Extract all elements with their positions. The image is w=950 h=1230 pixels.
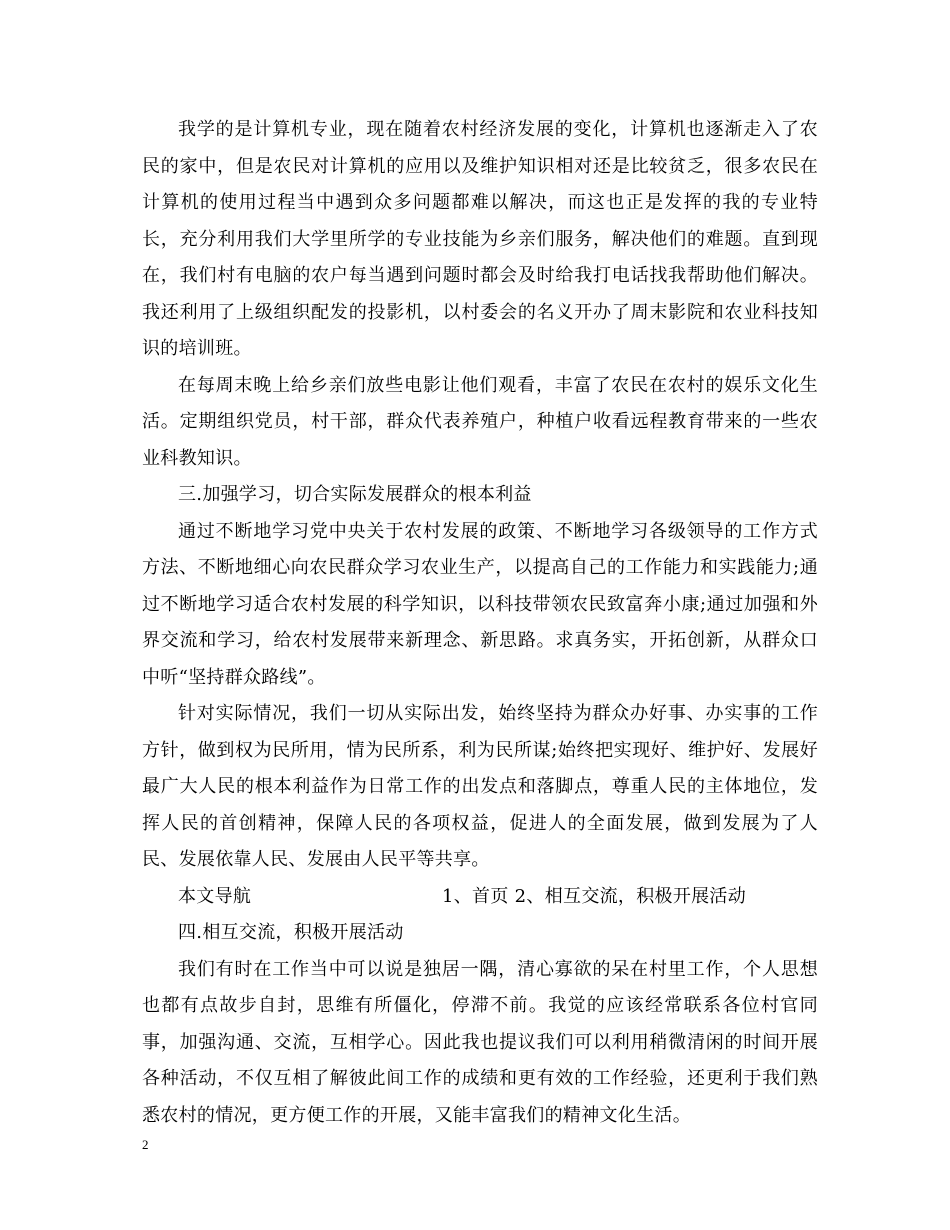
- page-number: 2: [142, 1137, 149, 1152]
- paragraph-activities: 我们有时在工作当中可以说是独居一隅，清心寡欲的呆在村里工作，个人思想也都有点故步自封，思维有所僵化，停滞不前。我觉的应该经常联系各位村官同事，加强沟通、交流，互相学心。因此我也提议我们可以利用稍微清闲的时间开展各种活动，不仅互相了解彼此间工作的成绩和更有效的工作经验，还更利于我们熟悉农村的情况，更方便工作的开展，又能丰富我们的精神文化生活。: [142, 958, 818, 1126]
- document-body: [142, 112, 818, 1134]
- section-heading-communication: 四.相互交流，积极开展活动: [178, 922, 404, 943]
- navigation-label: 本文导航: [178, 885, 252, 907]
- paragraph-computer-skills: 我学的是计算机专业，现在随着农村经济发展的变化，计算机也逐渐走入了农民的家中，但是农民对计算机的应用以及维护知识相对还是比较贫乏，很多农民在计算机的使用过程当中遇到众多问题都难以解决，而这也正是发挥的我的专业特长，充分利用我们大学里所学的专业技能为乡亲们服务，解决他们的难题。直到现在，我们村有电脑的农户每当遇到问题时都会及时给我打电话找我帮助他们解决。我还利用了上级组织配发的投影机，以村委会的名义开办了周末影院和农业科技知识的培训班。: [142, 119, 818, 359]
- paragraph-continuous-learning: 通过不断地学习党中央关于农村发展的政策、不断地学习各级领导的工作方式方法、不断地细心向农民群众学习农业生产，以提高自己的工作能力和实践能力;通过不断地学习适合农村发展的科学知识，以科技带领农民致富奔小康;通过加强和外界交流和学习，给农村发展带来新理念、新思路。求真务实，开拓创新，从群众口中听“坚持群众路线”。: [142, 520, 818, 688]
- paragraph-weekend-cinema: 在每周末晚上给乡亲们放些电影让他们观看，丰富了农民在农村的娱乐文化生活。定期组织党员，村干部，群众代表养殖户，种植户收看远程教育带来的一些农业科教知识。: [142, 374, 818, 469]
- section-heading-learning: 三.加强学习，切合实际发展群众的根本利益: [178, 484, 532, 505]
- navigation-links[interactable]: 1、首页 2、相互交流，积极开展活动: [442, 885, 747, 907]
- article-navigation: [142, 879, 818, 916]
- paragraph-practical-work: 针对实际情况，我们一切从实际出发，始终坚持为群众办好事、办实事的工作方针，做到权为民所用，情为民所系，利为民所谋;始终把实现好、维护好、发展好最广大人民的根本利益作为日常工作的出发点和落脚点，尊重人民的主体地位，发挥人民的首创精神，保障人民的各项权益，促进人的全面发展，做到发展为了人民、发展依靠人民、发展由人民平等共享。: [142, 703, 818, 870]
